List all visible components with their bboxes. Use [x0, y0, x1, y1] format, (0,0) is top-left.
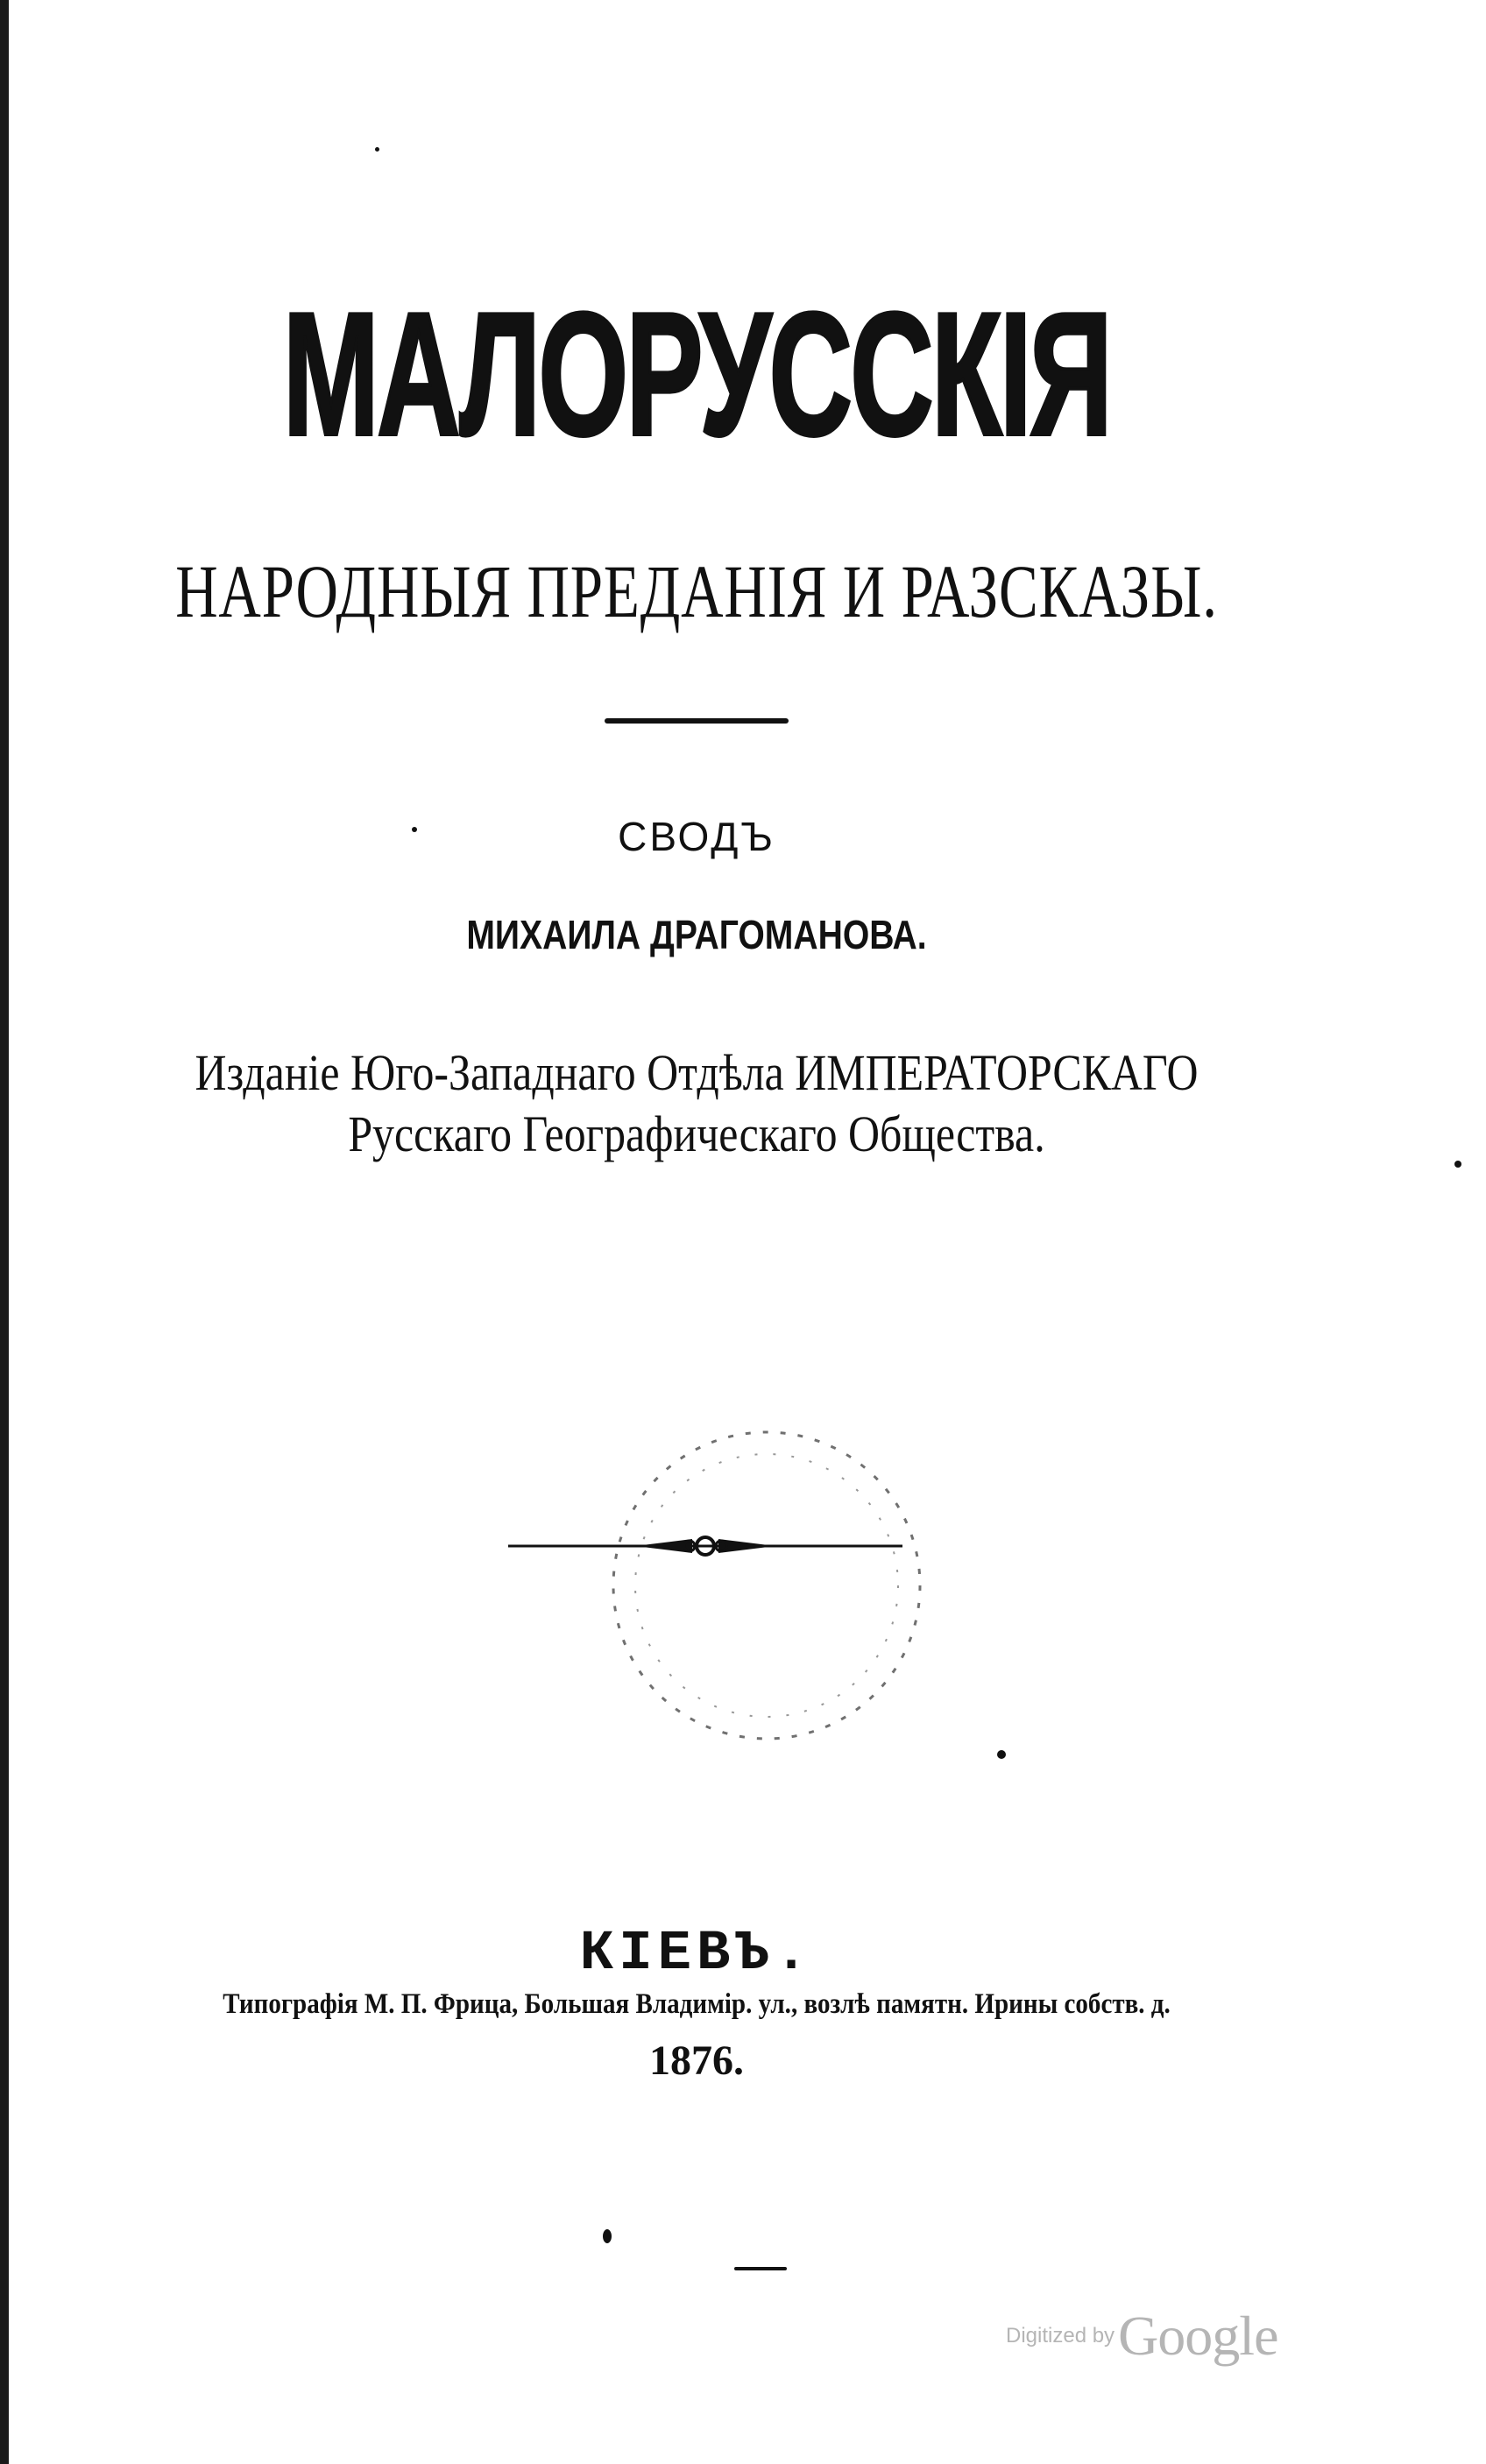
ink-speck — [1454, 1161, 1461, 1168]
decorative-ornament — [504, 1515, 907, 1577]
google-logo: Google — [1118, 2305, 1278, 2367]
publication-year: 1876. — [649, 2037, 744, 2084]
book-title: МАЛОРУССКІЯ — [282, 277, 1111, 472]
edition-line-2: Русскаго Географическаго Общества. — [348, 1105, 1045, 1162]
ink-speck — [997, 1750, 1006, 1759]
ink-speck — [375, 147, 379, 152]
author-name: МИХАИЛА ДРАГОМАНОВА. — [466, 912, 927, 957]
page-left-edge — [0, 0, 9, 2464]
compilation-label: СВОДЪ — [618, 814, 775, 859]
edition-line-1: Изданіе Юго-Западнаго Отдѣла ИМПЕРАТОРСКАГО — [195, 1044, 1199, 1101]
ink-speck — [603, 2229, 612, 2243]
ink-speck — [412, 827, 417, 832]
ink-speck — [734, 2267, 787, 2270]
printer-line: Типографія М. П. Фрица, Большая Владимір. ул., возлѣ памятн. Ирины собств. д. — [223, 1988, 1171, 2020]
google-watermark — [1006, 2304, 1277, 2369]
watermark-prefix: Digitized by — [1006, 2324, 1115, 2348]
book-subtitle: НАРОДНЫЯ ПРЕДАНІЯ И РАЗСКАЗЫ. — [175, 549, 1218, 633]
library-stamp — [578, 1401, 955, 1769]
divider-rule — [605, 718, 789, 724]
city-name: КІЕВЪ. — [579, 1923, 814, 1986]
